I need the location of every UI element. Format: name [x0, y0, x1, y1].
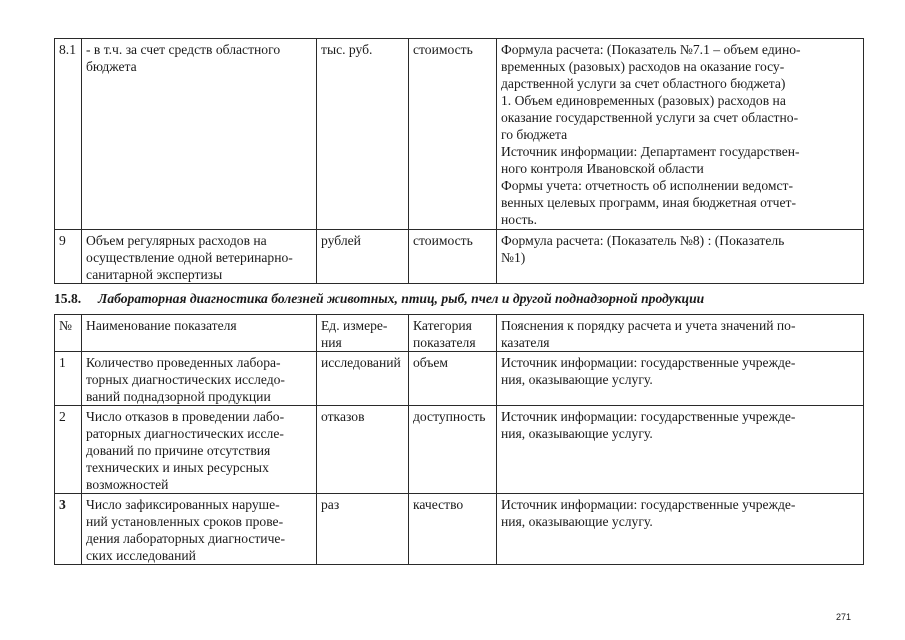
indicator-category: доступность [409, 406, 497, 494]
table-row [55, 230, 864, 284]
header-unit: Ед. измере- ния [317, 315, 409, 352]
indicator-name: Число зафиксированных наруше- ний установленных сроков прове- дения лабораторных диагностиче- ских исследований [82, 494, 317, 565]
table-row [55, 352, 864, 406]
section-number: 15.8. [54, 291, 82, 306]
lab-diagnostics-indicators-table [54, 314, 864, 565]
calculation-explanation: Формула расчета: (Показатель №8) : (Показатель №1) [497, 230, 864, 284]
calculation-explanation: Источник информации: государственные учрежде- ния, оказывающие услугу. [497, 406, 864, 494]
unit-of-measure: раз [317, 494, 409, 565]
row-number: 9 [55, 230, 82, 284]
calculation-explanation: Источник информации: государственные учрежде- ния, оказывающие услугу. [497, 352, 864, 406]
table-row [55, 406, 864, 494]
unit-of-measure: рублей [317, 230, 409, 284]
indicator-category: стоимость [409, 39, 497, 230]
header-number: № [55, 315, 82, 352]
indicator-category: стоимость [409, 230, 497, 284]
header-explanation: Пояснения к порядку расчета и учета значений по- казателя [497, 315, 864, 352]
indicator-name: Количество проведенных лабора- торных диагностических исследо- ваний поднадзорной продукции [82, 352, 317, 406]
header-category: Категория показателя [409, 315, 497, 352]
page-number: 271 [836, 612, 852, 622]
table-header-row [55, 315, 864, 352]
indicator-name: Число отказов в проведении лабо- раторных диагностических иссле- дований по причине отсутствия технических и иных ресурсных возможностей [82, 406, 317, 494]
row-number: 2 [55, 406, 82, 494]
table-row [55, 494, 864, 565]
section-title: Лабораторная диагностика болезней животных, птиц, рыб, пчел и другой поднадзорной продукции [98, 291, 705, 306]
header-indicator-name: Наименование показателя [82, 315, 317, 352]
unit-of-measure: отказов [317, 406, 409, 494]
row-number: 1 [55, 352, 82, 406]
unit-of-measure: тыс. руб. [317, 39, 409, 230]
table-row [55, 39, 864, 230]
row-number: 3 [55, 494, 82, 565]
indicator-name: Объем регулярных расходов на осуществление одной ветеринарно- санитарной экспертизы [82, 230, 317, 284]
indicator-name: - в т.ч. за счет средств областного бюджета [82, 39, 317, 230]
calculation-explanation: Формула расчета: (Показатель №7.1 – объем едино- временных (разовых) расходов на оказание госу- дарственной услуги за счет областного бюджета) 1. Объем единовременных (разовых) расходов на оказание государственной услуги за счет областно- го бюджета Источник информации: Департамент государствен- ного контроля Ивановской области Формы учета: отчетность об исполнении ведомст- венных целевых программ, иная бюджетная отчет- ность. [497, 39, 864, 230]
indicator-category: качество [409, 494, 497, 565]
indicator-category: объем [409, 352, 497, 406]
row-number: 8.1 [55, 39, 82, 230]
section-heading [54, 290, 874, 307]
indicators-table-continued [54, 38, 864, 284]
calculation-explanation: Источник информации: государственные учрежде- ния, оказывающие услугу. [497, 494, 864, 565]
unit-of-measure: исследований [317, 352, 409, 406]
